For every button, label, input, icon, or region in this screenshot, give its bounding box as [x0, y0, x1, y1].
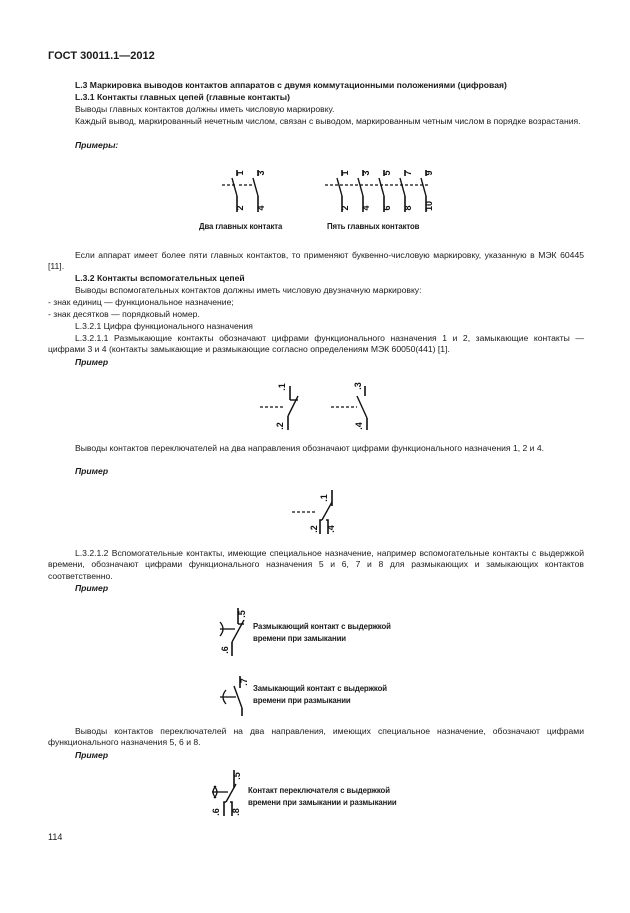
two-main-contacts-caption: Два главных контакта [199, 222, 283, 231]
terminal-mark: 7 [403, 170, 413, 176]
terminal-mark: 5 [382, 170, 392, 176]
example-label: Пример [75, 357, 109, 367]
terminal-mark: .8 [231, 808, 241, 816]
clause-function-digit: L.3.2.1 Цифра функционального назначения [75, 321, 253, 331]
two-main-contacts-diagram [215, 160, 285, 218]
page-number: 114 [48, 832, 63, 842]
terminal-mark: .7 [239, 678, 249, 686]
timed-no-contact-diagram [212, 672, 257, 718]
list-item: - знак десятков — порядковый номер. [48, 309, 200, 319]
terminal-mark: 4 [256, 205, 266, 211]
five-main-contacts-diagram [320, 160, 440, 218]
terminal-mark: 1 [235, 170, 245, 176]
terminal-mark: 2 [235, 205, 245, 211]
terminal-mark: .6 [211, 808, 221, 816]
terminal-mark: 8 [403, 205, 413, 211]
timed-no-caption-line1: Замыкающий контакт с выдержкой [253, 684, 387, 693]
section-title: L.3 Маркировка выводов контактов аппаратов с двумя коммутационными положениями (цифровая) [75, 80, 507, 90]
terminal-mark: 10 [424, 200, 434, 212]
terminal-mark: .5 [232, 772, 242, 780]
timed-no-caption-line2: времени при размыкании [253, 696, 351, 705]
terminal-mark: .4 [354, 422, 364, 430]
changeover-contact-diagram [288, 486, 358, 538]
example-label: Пример [75, 583, 109, 593]
terminal-mark: 2 [340, 205, 350, 211]
timed-changeover-caption-line2: времени при замыкании и размыкании [248, 798, 397, 807]
terminal-mark: .6 [220, 646, 230, 654]
subsection-title-main-contacts: L.3.1 Контакты главных цепей (главные контакты) [75, 92, 290, 102]
terminal-mark: 4 [361, 205, 371, 211]
terminal-mark: 1 [340, 170, 350, 176]
terminal-mark: .5 [237, 610, 247, 618]
standard-header: ГОСТ 30011.1—2012 [48, 50, 155, 62]
terminal-mark: .3 [353, 382, 363, 390]
timed-nc-caption-line1: Размыкающий контакт с выдержкой [253, 622, 391, 631]
paragraph-more-than-five: Если аппарат имеет более пяти главных контактов, то применяют буквенно-числовую маркировку, указанную в МЭК 60445 [11]. [48, 250, 584, 272]
terminal-mark: 3 [361, 170, 371, 176]
paragraph-special-purpose: L.3.2.1.2 Вспомогательные контакты, имеющие специальное назначение, например вспомогательные контакты с выдержкой времени, обозначают цифрами функционального назначения 5 и 6, 7 и 8 для размыкающих и замыкающих контактов соответственно. [48, 548, 584, 581]
paragraph-odd-even: Каждый вывод, маркированный нечетным числом, связан с выводом, маркированным четным числом в порядке возрастания. [75, 116, 581, 126]
aux-contacts-diagram [255, 378, 380, 436]
example-label: Пример [75, 466, 109, 476]
paragraph-numeric-marking: Выводы главных контактов должны иметь числовую маркировку. [75, 104, 335, 114]
paragraph-special-changeover: Выводы контактов переключателей на два направления, имеющих специальное назначение, обозначают цифрами функционального назначения 5, 6 и 8. [48, 726, 584, 748]
timed-changeover-caption-line1: Контакт переключателя с выдержкой [248, 786, 390, 795]
terminal-mark: 6 [382, 205, 392, 211]
timed-nc-contact-diagram [212, 604, 257, 660]
subsection-title-aux-contacts: L.3.2 Контакты вспомогательных цепей [75, 273, 245, 283]
terminal-mark: .1 [277, 383, 287, 391]
list-item: - знак единиц — функциональное назначение; [48, 297, 234, 307]
paragraph-nc-no-contacts: L.3.2.1.1 Размыкающие контакты обозначают цифрами функционального назначения 1 и 2, замыкающие контакты — цифрами 3 и 4 (контакты замыкающие и размыкающие согласно определениям МЭК 60050(441) [1]. [48, 333, 584, 355]
terminal-mark: .2 [275, 422, 285, 430]
timed-nc-caption-line2: времени при замыкании [253, 634, 346, 643]
terminal-mark: 3 [256, 170, 266, 176]
terminal-mark: .4 [326, 525, 336, 533]
terminal-mark: 9 [424, 170, 434, 176]
example-label: Пример [75, 750, 109, 760]
timed-changeover-contact-diagram [204, 766, 252, 822]
paragraph-two-digit-marking: Выводы вспомогательных контактов должны иметь числовую двузначную маркировку: [75, 285, 422, 295]
examples-label: Примеры: [75, 140, 119, 150]
terminal-mark: .1 [319, 494, 329, 502]
terminal-mark: .2 [309, 525, 319, 533]
five-main-contacts-caption: Пять главных контактов [327, 222, 420, 231]
paragraph-changeover: Выводы контактов переключателей на два направления обозначают цифрами функционального назначения 1, 2 и 4. [75, 443, 545, 453]
